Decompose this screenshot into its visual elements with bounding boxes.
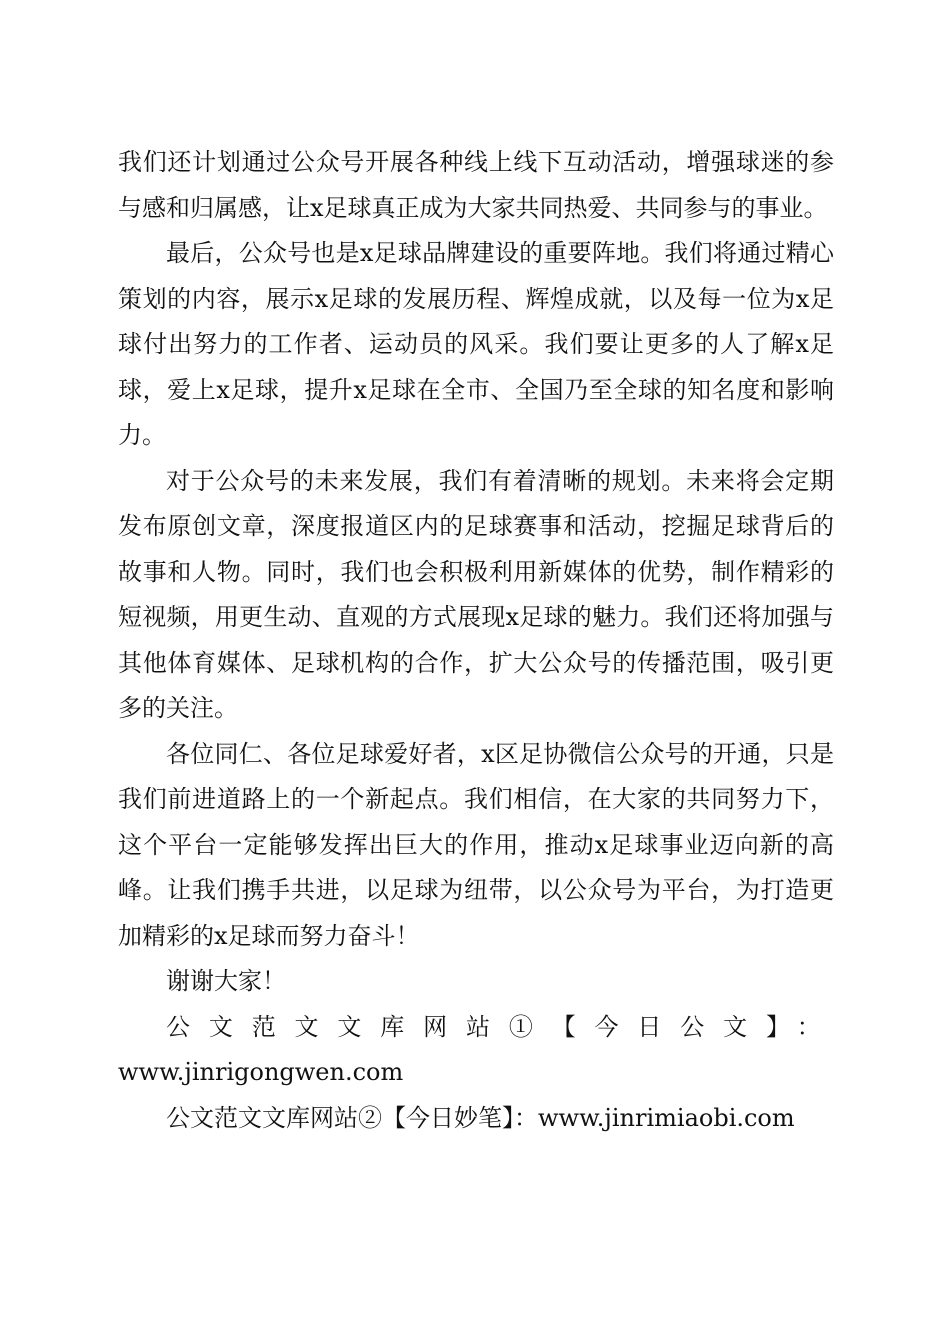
paragraph-4: 各位同仁、各位足球爱好者，x区足协微信公众号的开通，只是我们前进道路上的一个新起点。我们相信，在大家的共同努力下，这个平台一定能够发挥出巨大的作用，推动x足球事业迈向新的高峰。让我们携手共进，以足球为纽带，以公众号为平台，为打造更加精彩的x足球而努力奋斗！ — [118, 739, 834, 950]
document-page — [118, 140, 834, 1141]
paragraph-3: 对于公众号的未来发展，我们有着清晰的规划。未来将会定期发布原创文章，深度报道区内的足球赛事和活动，挖掘足球背后的故事和人物。同时，我们也会积极利用新媒体的优势，制作精彩的短视频，用更生动、直观的方式展现x足球的魅力。我们还将加强与其他体育媒体、足球机构的合作，扩大公众号的传播范围，吸引更多的关注。 — [118, 466, 834, 722]
site-line-1 — [118, 1005, 834, 1096]
site-2-url[interactable]: www.jinrimiaobi.com — [538, 1103, 795, 1132]
paragraph-2: 最后，公众号也是x足球品牌建设的重要阵地。我们将通过精心策划的内容，展示x足球的发展历程、辉煌成就，以及每一位为x足球付出努力的工作者、运动员的风采。我们要让更多的人了解x足球，爱上x足球，提升x足球在全市、全国乃至全球的知名度和影响力。 — [118, 239, 834, 449]
site-1-label: 公文范文文库网站①【今日公文】： — [166, 1012, 834, 1041]
site-2-label: 公文范文文库网站②【今日妙笔】： — [166, 1103, 538, 1132]
site-1-url[interactable]: www.jinrigongwen.com — [118, 1058, 404, 1086]
site-line-2 — [118, 1096, 834, 1142]
closing-thanks: 谢谢大家！ — [166, 967, 286, 995]
paragraph-1: 我们还计划通过公众号开展各种线上线下互动活动，增强球迷的参与感和归属感，让x足球真正成为大家共同热爱、共同参与的事业。 — [118, 148, 834, 222]
